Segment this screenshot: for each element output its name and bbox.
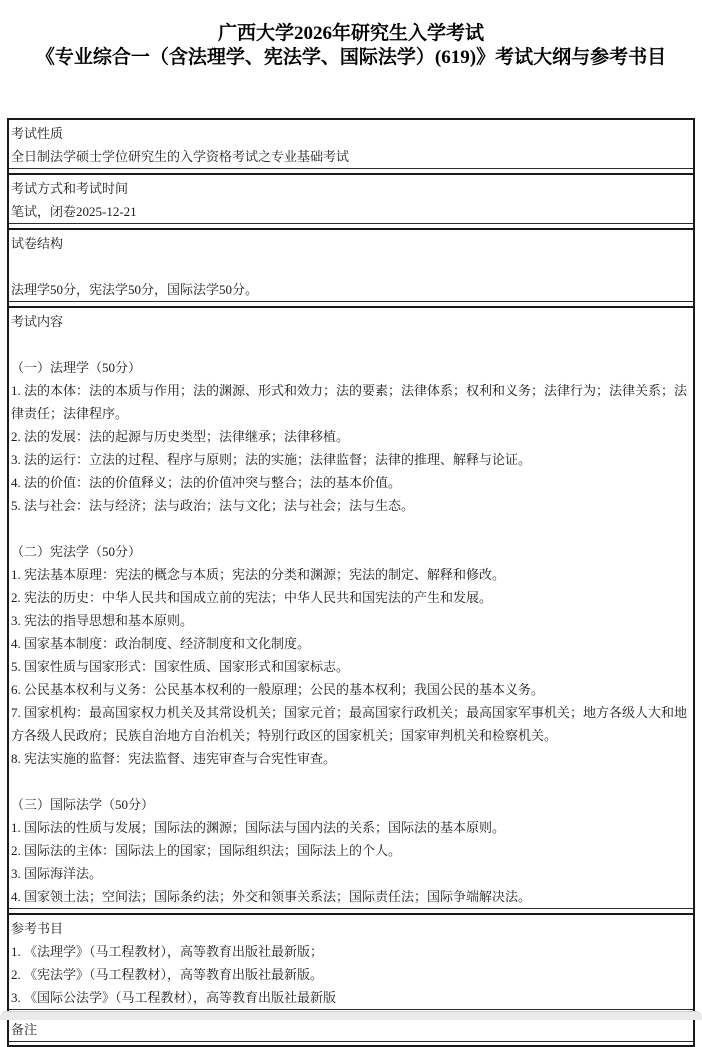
table-row: [9, 915, 693, 1016]
title-line-1: 广西大学2026年研究生入学考试: [217, 23, 484, 44]
content-line: 5. 国家性质与国家形式：国家性质、国家形式和国家标志。: [11, 659, 350, 674]
content-line: 6. 公民基本权利与义务：公民基本权利的一般原理；公民的基本权利；我国公民的基本义务。: [11, 682, 545, 697]
content-line: 2. 法的发展：法的起源与历史类型；法律继承；法律移植。: [11, 429, 350, 444]
content-line: 1. 国际法的性质与发展；国际法的渊源；国际法与国内法的关系；国际法的基本原则。: [11, 820, 506, 835]
content-line: （三）国际法学（50分）: [11, 797, 155, 812]
table-row: [9, 175, 693, 230]
content-line: 4. 国家基本制度：政治制度、经济制度和文化制度。: [11, 636, 311, 651]
page-bottom-edge: [0, 1011, 702, 1020]
content-line: 1. 法的本体：法的本质与作用；法的渊源、形式和效力；法的要素；法律体系；权利和义务；法律行为；法律关系；法律责任；法律程序。: [11, 383, 688, 421]
content-line: 7. 国家机构：最高国家权力机关及其常设机关；国家元首；最高国家行政机关；最高国家军事机关；地方各级人大和地方各级人民政府；民族自治地方自治机关；特别行政区的国家机关；国家审判机关和检察机关。: [11, 705, 688, 743]
content-line: 2. 宪法的历史：中华人民共和国成立前的宪法；中华人民共和国宪法的产生和发展。: [11, 590, 493, 605]
content-line: 3. 法的运行：立法的过程、程序与原则；法的实施；法律监督；法律的推理、解释与论证。: [11, 452, 532, 467]
table-row: [9, 120, 693, 175]
content-line: （二）宪法学（50分）: [11, 544, 142, 559]
content-line: 法理学50分，宪法学50分，国际法学50分。: [9, 278, 693, 302]
row-label: 备注: [9, 1018, 693, 1042]
table-row: [9, 230, 693, 308]
content-line: 1. 宪法基本原理：宪法的概念与本质；宪法的分类和渊源；宪法的制定、解释和修改。: [11, 567, 506, 582]
content-line: [9, 255, 693, 278]
syllabus-table: [7, 118, 695, 1047]
content-line: 8. 宪法实施的监督：宪法监督、违宪审查与合宪性审查。: [11, 751, 337, 766]
content-line: [9, 517, 693, 540]
content-line: 3. 宪法的指导思想和基本原则。: [11, 613, 194, 628]
content-line: [9, 333, 693, 356]
title-line-2: 《专业综合一（含法理学、宪法学、国际法学）(619)》考试大纲与参考书目: [35, 47, 667, 68]
content-line: 全日制法学硕士学位研究生的入学资格考试之专业基础考试: [9, 145, 693, 169]
content-line: 2. 国际法的主体：国际法上的国家；国际组织法；国际法上的个人。: [11, 843, 402, 858]
row-label: 试卷结构: [11, 236, 64, 251]
row-label: 考试内容: [11, 314, 64, 329]
content-line: 2. 《宪法学》（马工程教材），高等教育出版社最新版。: [11, 967, 324, 982]
content-line: 3. 《国际公法学》（马工程教材），高等教育出版社最新版: [9, 986, 693, 1010]
content-line: （一）法理学（50分）: [11, 360, 142, 375]
row-label: 考试方式和考试时间: [11, 181, 129, 196]
content-line: 4. 国家领土法；空间法；国际条约法；外交和领事关系法；国际责任法；国际争端解决法。: [9, 885, 693, 909]
content-line: 5. 法与社会：法与经济；法与政治；法与文化；法与社会；法与生态。: [11, 498, 415, 513]
content-line: 4. 法的价值：法的价值释义；法的价值冲突与整合；法的基本价值。: [11, 475, 402, 490]
content-line: 笔试，闭卷2025-12-21: [9, 200, 693, 224]
content-line: 3. 国际海洋法。: [11, 866, 103, 881]
document-title: [4, 22, 698, 70]
content-line: [9, 770, 693, 793]
content-line: 1. 《法理学》（马工程教材），高等教育出版社最新版；: [11, 944, 324, 959]
table-row: [9, 308, 693, 915]
row-label: 考试性质: [11, 126, 64, 141]
row-label: 参考书目: [11, 921, 64, 936]
